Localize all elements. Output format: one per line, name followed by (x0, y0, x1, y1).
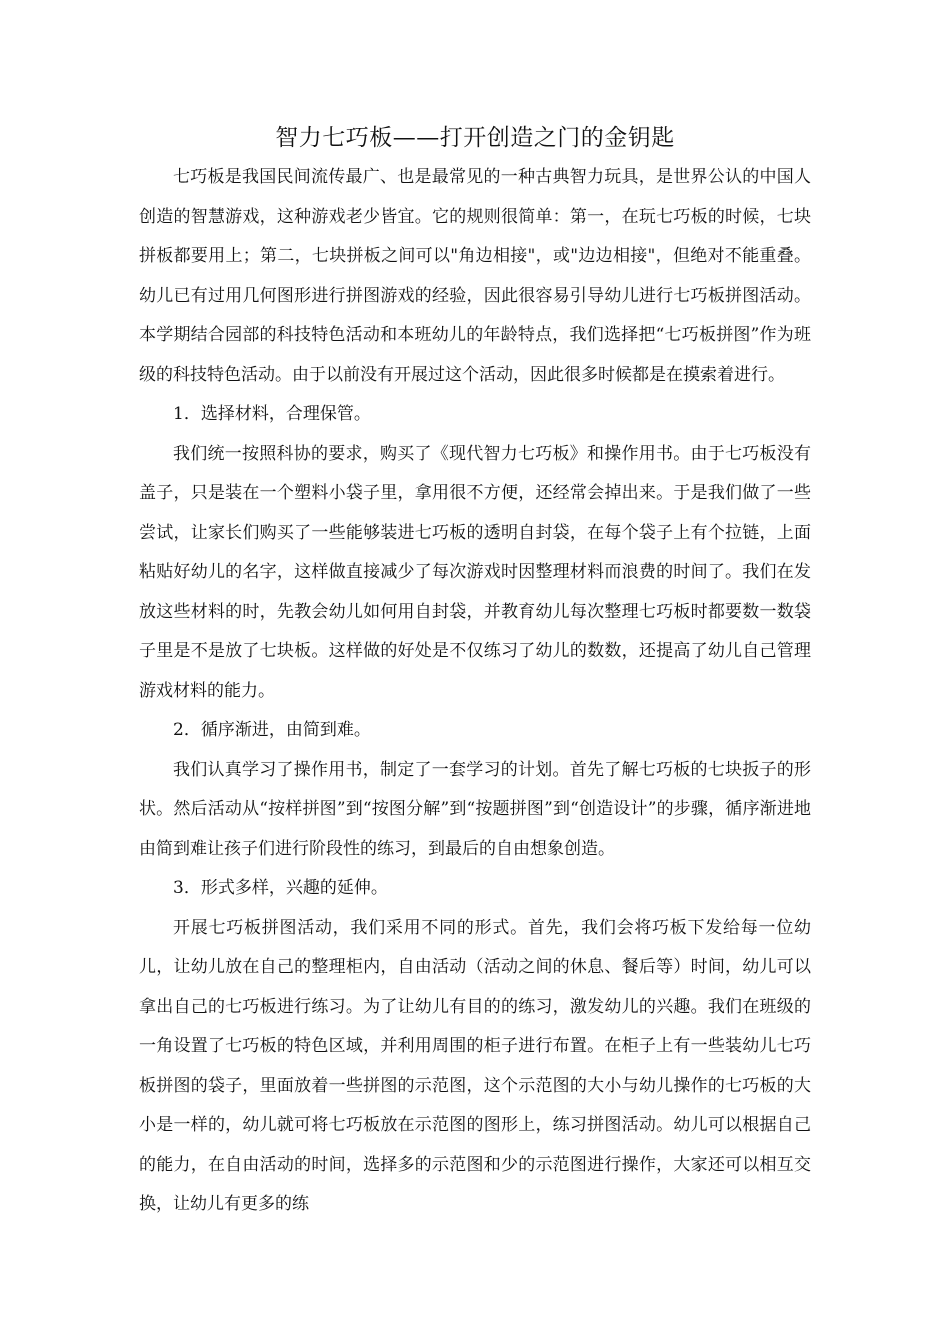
section-2-heading: 2．循序渐进，由简到难。 (173, 720, 371, 740)
section-3-paragraph: 开展七巧板拼图活动，我们采用不同的形式。首先，我们会将巧板下发给每一位幼儿，让幼儿放在自己的整理柜内，自由活动（活动之间的休息、餐后等）时间，幼儿可以拿出自己的七巧板进行练习。为了让幼儿有目的的练习，激发幼儿的兴趣。我们在班级的一角设置了七巧板的特色区域，并利用周围的柜子进行布置。在柜子上有一些装幼儿七巧板拼图的袋子，里面放着一些拼图的示范图，这个示范图的大小与幼儿操作的七巧板的大小是一样的，幼儿就可将七巧板放在示范图的图形上，练习拼图活动。幼儿可以根据自己的能力，在自由活动的时间，选择多的示范图和少的示范图进行操作，大家还可以相互交换，让幼儿有更多的练 (139, 917, 811, 1214)
section-1-heading: 1．选择材料，合理保管。 (173, 404, 371, 424)
section-3-heading: 3．形式多样，兴趣的延伸。 (173, 878, 388, 898)
document-title: 智力七巧板——打开创造之门的金钥匙 (275, 125, 675, 151)
document-body (139, 118, 811, 1225)
intro-paragraph: 七巧板是我国民间流传最广、也是最常见的一种古典智力玩具，是世界公认的中国人创造的智慧游戏，这种游戏老少皆宜。它的规则很简单：第一，在玩七巧板的时候，七块拼板都要用上；第二，七块拼板之间可以"角边相接"，或"边边相接"，但绝对不能重叠。幼儿已有过用几何图形进行拼图游戏的经验，因此很容易引导幼儿进行七巧板拼图活动。本学期结合园部的科技特色活动和本班幼儿的年龄特点，我们选择把“七巧板拼图”作为班级的科技特色活动。由于以前没有开展过这个活动，因此很多时候都是在摸索着进行。 (139, 167, 811, 385)
section-1-paragraph: 我们统一按照科协的要求，购买了《现代智力七巧板》和操作用书。由于七巧板没有盖子，只是装在一个塑料小袋子里，拿用很不方便，还经常会掉出来。于是我们做了一些尝试，让家长们购买了一些能够装进七巧板的透明自封袋，在每个袋子上有个拉链，上面粘贴好幼儿的名字，这样做直接减少了每次游戏时因整理材料而浪费的时间了。我们在发放这些材料的时，先教会幼儿如何用自封袋，并教育幼儿每次整理七巧板时都要数一数袋子里是不是放了七块板。这样做的好处是不仅练习了幼儿的数数，还提高了幼儿自己管理游戏材料的能力。 (139, 443, 811, 701)
section-2-paragraph: 我们认真学习了操作用书，制定了一套学习的计划。首先了解七巧板的七块扳子的形状。然后活动从“按样拼图”到“按图分解”到“按题拼图”到“创造设计”的步骤，循序渐进地由简到难让孩子们进行阶段性的练习，到最后的自由想象创造。 (139, 759, 811, 859)
